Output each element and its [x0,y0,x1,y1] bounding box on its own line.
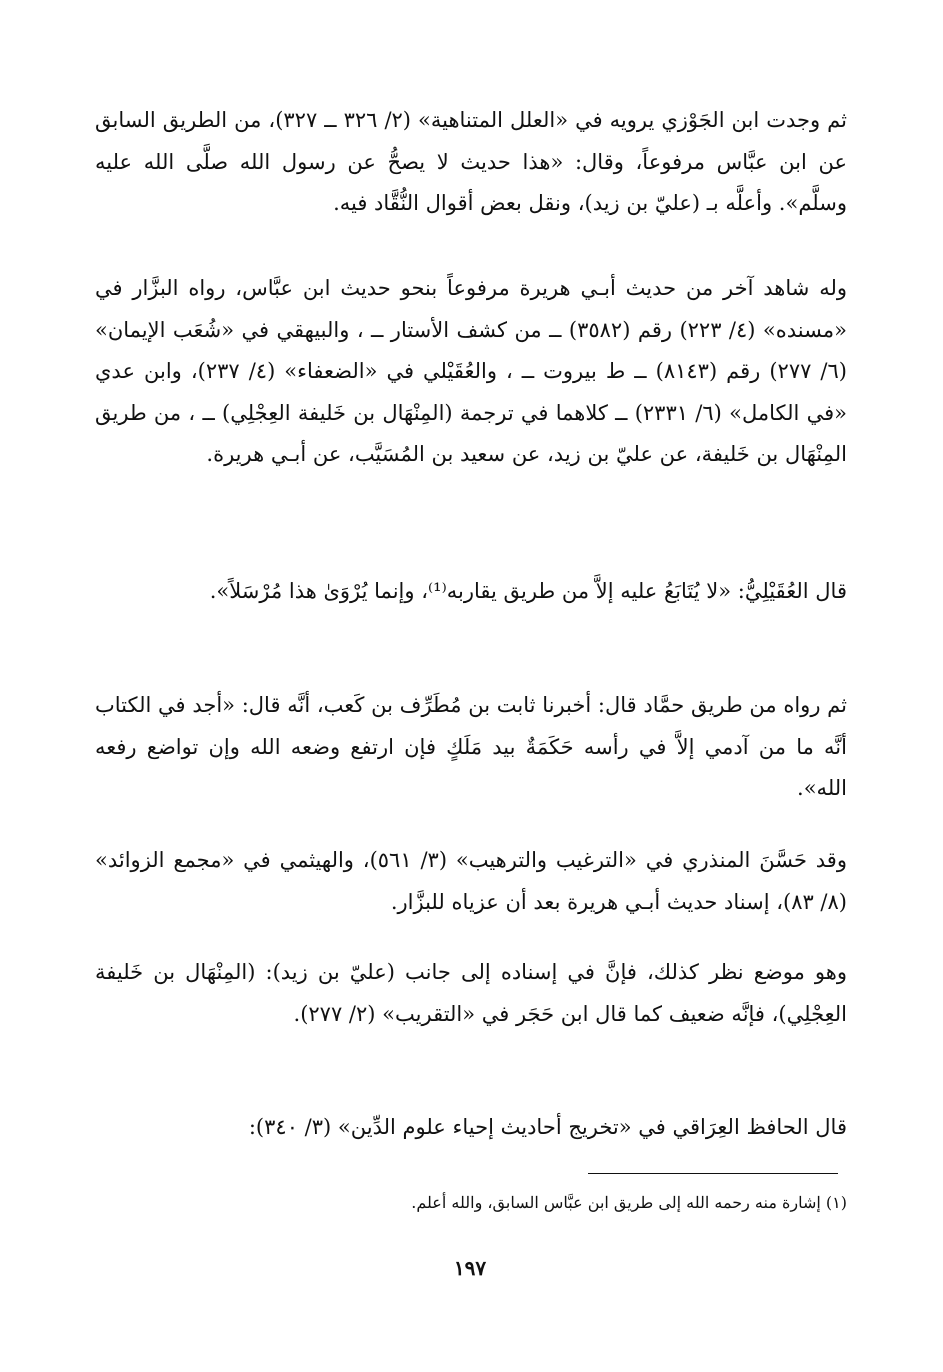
paragraph-abu-hurayra-witness: وله شاهد آخر من حديث أبـي هريرة مرفوعاً بنحو حديث ابن عبَّاس، رواه البزَّار في «مسنده» (٤/ ٢٢٣) رقم (٣٥٨٢) ــ من كشف الأستار ــ ، والبيهقي في «شُعَب الإيمان» (٦/ ٢٧٧) رقم (٨١٤٣) ــ ط بيروت ــ ، والعُقَيْلي في «الضعفاء» (٤/ ٢٣٧)، وابن عدي «في الكامل» (٦/ ٢٣٣١) ــ كلاهما في ترجمة (المِنْهَال بن خَليفة العِجْلِي) ــ ، من طريق المِنْهَال بن خَليفة، عن عليّ بن زيد، عن سعيد بن المُسَيَّب، عن أبـي هريرة. [95,276,847,466]
footnote: (١) إشارة منه رحمه الله إلى طريق ابن عبَّاس السابق، والله أعلم. [411,1193,847,1212]
paragraph-hammad-narration: ثم رواه من طريق حمَّاد قال: أخبرنا ثابت بن مُطَرِّف بن كَعب، أنَّه قال: «أجد في الكتاب أنَّه ما من آدمي إلاَّ في رأسه حَكَمَةٌ بيد مَلَكٍ فإن ارتفع وضعه الله وإن تواضع رفعه الله». [95,693,847,800]
page-number: ١٩٧ [453,1256,487,1280]
paragraph-iraqi-quote: قال الحافظ العِرَاقي في «تخريج أحاديث إحياء علوم الدِّين» (٣/ ٣٤٠): [248,1115,847,1139]
footnote-separator [588,1173,838,1174]
paragraph-mundhiri-haythami: وقد حَسَّنَ المنذري في «الترغيب والترهيب» (٣/ ٥٦١)، والهيثمي في «مجمع الزوائد» (٨/ ٨٣)، إسناد حديث أبـي هريرة بعد أن عزياه للبزَّار. [95,848,847,914]
paragraph-uqayli-quote: قال العُقَيْلِيُّ: «لا يُتَابَعُ عليه إلاَّ من طريق يقاربه⁽¹⁾، وإنما يُرْوَىٰ هذا مُرْسَلاً». [209,579,847,603]
paragraph-ibn-aljawzi: ثم وجدت ابن الجَوْزي يرويه في «العلل المتناهية» (٢/ ٣٢٦ ــ ٣٢٧)، من الطريق السابق عن ابن عبَّاس مرفوعاً، وقال: «هذا حديث لا يصحُّ عن رسول الله صلَّى الله عليه وسلَّم». وأعلَّه بـ (عليّ بن زيد)، ونقل بعض أقوال النُّقَّاد فيه. [95,108,847,215]
paragraph-critique: وهو موضع نظر كذلك، فإنَّ في إسناده إلى جانب (عليّ بن زيد): (المِنْهَال بن خَليفة العِجْلِي)، فإنَّه ضعيف كما قال ابن حَجَر في «التقريب» (٢/ ٢٧٧). [95,960,847,1026]
